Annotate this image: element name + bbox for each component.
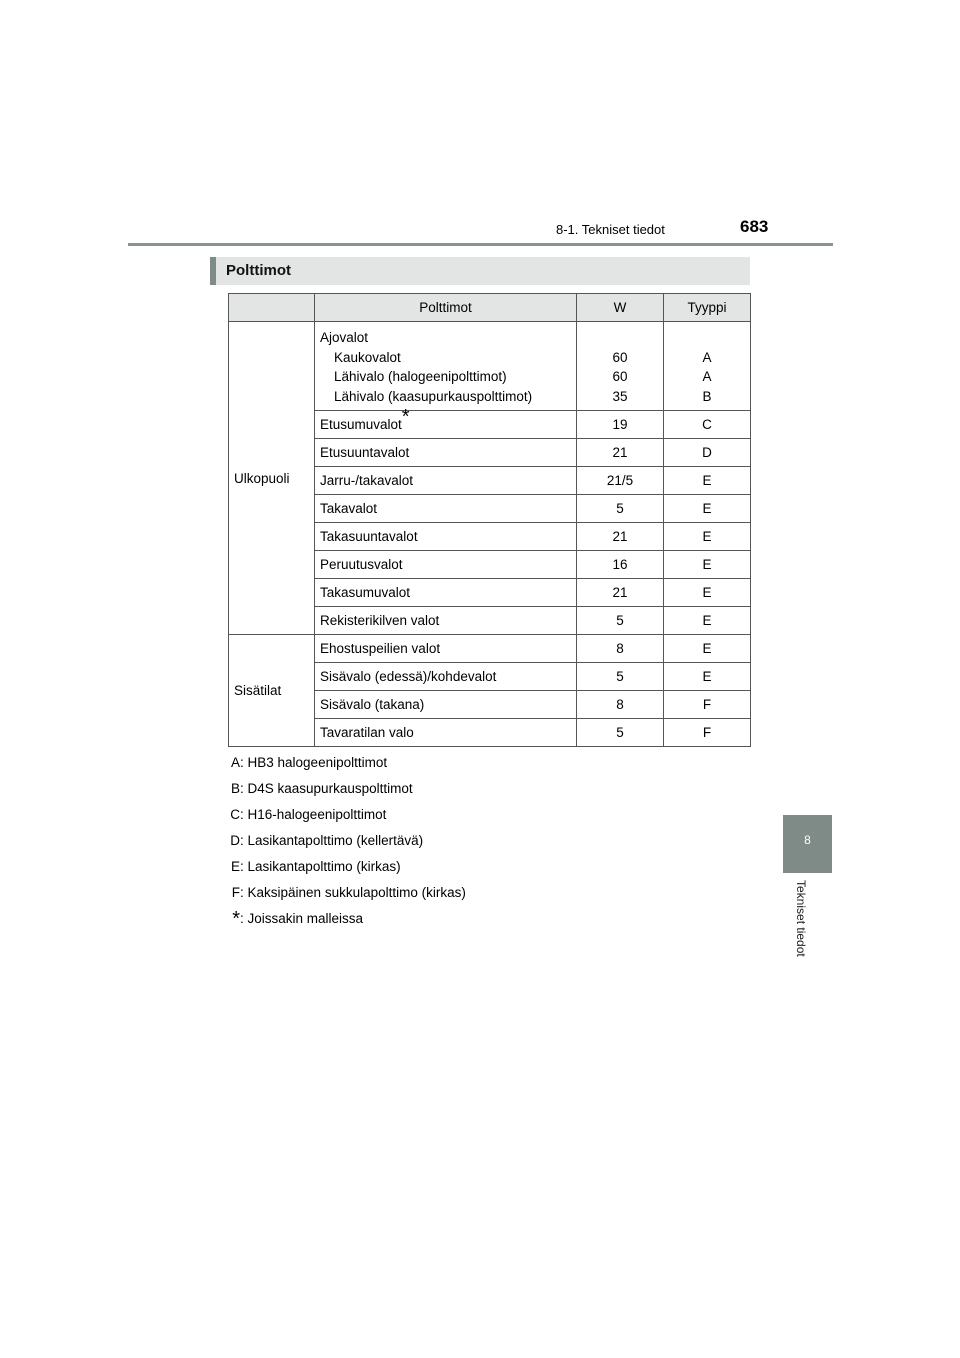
bulb-cell: Sisävalo (edessä)/kohdevalot [315,663,577,691]
header-section-title: 8-1. Tekniset tiedot [556,222,665,237]
type-line: A [702,349,712,365]
type-cell: E [664,523,751,551]
footnote-key: C [230,807,240,822]
type-cell: E [664,635,751,663]
watt-line: 60 [612,349,628,365]
header-bulb: Polttimot [315,294,577,322]
header-group [229,294,315,322]
footnote-text: Lasikantapolttimo (kellertävä) [247,833,424,848]
bulb-cell: Takasuuntavalot [315,523,577,551]
type-cell: E [664,579,751,607]
bulb-cell: Takasumuvalot [315,579,577,607]
watt-cell: 16 [577,551,664,579]
footnotes [224,754,466,936]
watt-cell: 21 [577,579,664,607]
bulb-label: Etusumuvalot [320,417,402,432]
bulb-cell: Ehostuspeilien valot [315,635,577,663]
footnote-text: Lasikantapolttimo (kirkas) [247,859,401,874]
section-heading-bar [210,257,750,285]
watt-line [577,328,663,348]
bulb-cell [315,406,577,439]
bulb-cell: Etusuuntavalot [315,439,577,467]
watt-line: 60 [612,369,628,384]
footnote-key: F [231,885,240,900]
watt-cell: 8 [577,635,664,663]
watt-cell: 5 [577,663,664,691]
footnote: D: Lasikantapolttimo (kellertävä) [224,832,466,858]
type-cell: F [664,691,751,719]
bulb-line: Ajovalot [320,330,369,345]
footnote: A: HB3 halogeenipolttimot [224,754,466,780]
bulb-cell [315,322,577,411]
footnote-text: Joissakin malleissa [247,911,364,926]
type-cell [664,322,751,411]
type-cell: E [664,495,751,523]
watt-cell [577,322,664,411]
watt-cell: 8 [577,691,664,719]
header-rule [128,243,833,246]
bulb-line: Lähivalo (kaasupurkauspolttimot) [334,388,533,404]
bulb-line: Lähivalo (halogeenipolttimot) [334,369,507,384]
watt-cell: 5 [577,495,664,523]
bulb-cell: Sisävalo (takana) [315,691,577,719]
bulb-cell: Peruutusvalot [315,551,577,579]
bulb-cell: Takavalot [315,495,577,523]
chapter-tab-number: 8 [804,833,811,847]
header-type: Tyyppi [664,294,751,322]
group-cell-exterior: Ulkopuoli [229,322,315,635]
watt-cell: 19 [577,411,664,439]
type-line: B [702,388,712,404]
footnote: E: Lasikantapolttimo (kirkas) [224,858,466,884]
type-line [664,328,750,348]
type-cell: E [664,663,751,691]
footnote-text: H16-halogeenipolttimot [247,807,387,822]
watt-cell: 21 [577,439,664,467]
type-cell: E [664,551,751,579]
group-cell-interior: Sisätilat [229,635,315,747]
bulb-cell: Rekisterikilven valot [315,607,577,635]
footnote-key: E [230,859,240,874]
watt-line: 35 [612,388,628,404]
section-heading: Polttimot [226,262,291,279]
footnote-text: HB3 halogeenipolttimot [247,755,388,770]
footnote-star: * [401,406,410,428]
footnote: C: H16-halogeenipolttimot [224,806,466,832]
type-cell: F [664,719,751,747]
chapter-tab-label: Tekniset tiedot [794,880,808,957]
table-header-row [229,294,751,322]
footnote: B: D4S kaasupurkauspolttimot [224,780,466,806]
table-row [229,322,751,411]
table-row [229,635,751,663]
footnote: F: Kaksipäinen sukkulapolttimo (kirkas) [224,884,466,910]
footnote-text: D4S kaasupurkauspolttimot [247,781,413,796]
type-cell: E [664,607,751,635]
bulb-line: Kaukovalot [334,349,401,365]
footnote-key: B [230,781,240,796]
page-number: 683 [740,217,769,236]
type-cell: C [664,411,751,439]
type-cell: E [664,467,751,495]
footnote-key: A [230,755,240,770]
bulb-table [228,293,751,747]
footnote-text: Kaksipäinen sukkulapolttimo (kirkas) [247,885,466,900]
watt-cell: 5 [577,719,664,747]
type-cell: D [664,439,751,467]
footnote-key: D [230,833,240,848]
watt-cell: 21 [577,523,664,551]
watt-cell: 21/5 [577,467,664,495]
header-watt: W [577,294,664,322]
chapter-tab [783,815,832,873]
type-line: A [702,369,712,384]
bulb-cell: Jarru-/takavalot [315,467,577,495]
watt-cell: 5 [577,607,664,635]
bulb-cell: Tavaratilan valo [315,719,577,747]
footnote: *: Joissakin malleissa [232,908,364,930]
